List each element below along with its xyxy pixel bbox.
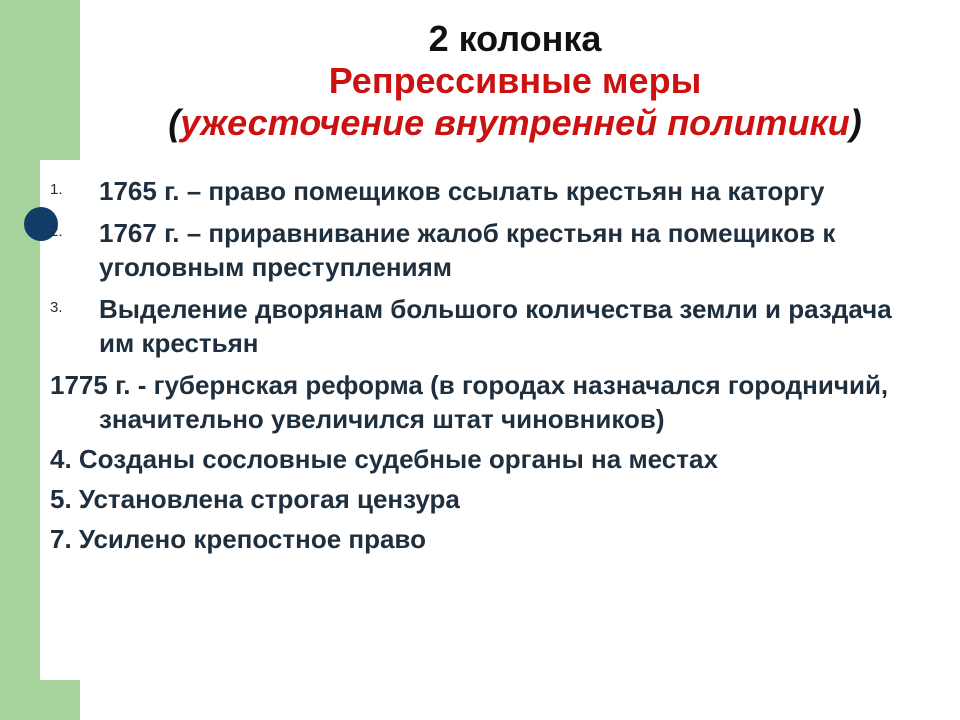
title-column-label: 2 колонка — [428, 18, 602, 59]
numbered-list-item — [50, 292, 930, 360]
numbered-list-item — [50, 174, 930, 208]
title-close-paren: ) — [849, 102, 862, 143]
list-number: 2. — [50, 223, 63, 240]
list-number: 1. — [50, 181, 63, 198]
reform-paragraph: 1775 г. - губернская реформа (в городах назначался городничий, значительно увеличился штат чиновников) — [50, 370, 889, 434]
list-item-text: 1765 г. – право помещиков ссылать крестьян на каторгу — [99, 176, 825, 206]
title-open-paren: ( — [168, 102, 181, 143]
list-item: 5. Установлена строгая цензура — [50, 484, 460, 514]
list-item-text: Выделение дворянам большого количества земли и раздача им крестьян — [99, 294, 892, 358]
content-list — [50, 174, 930, 562]
list-item: 4. Созданы сословные судебные органы на местах — [50, 444, 718, 474]
list-number: 3. — [50, 299, 63, 316]
slide-title — [90, 18, 940, 144]
title-subtitle — [90, 102, 940, 144]
title-repressive-measures: Репрессивные меры — [328, 60, 702, 101]
list-item-text: 1767 г. – приравнивание жалоб крестьян на помещиков к уголовным преступлениям — [99, 218, 836, 282]
title-subtitle-text: ужесточение внутренней политики — [180, 102, 850, 143]
numbered-list-item — [50, 216, 930, 284]
list-item: 7. Усилено крепостное право — [50, 524, 426, 554]
